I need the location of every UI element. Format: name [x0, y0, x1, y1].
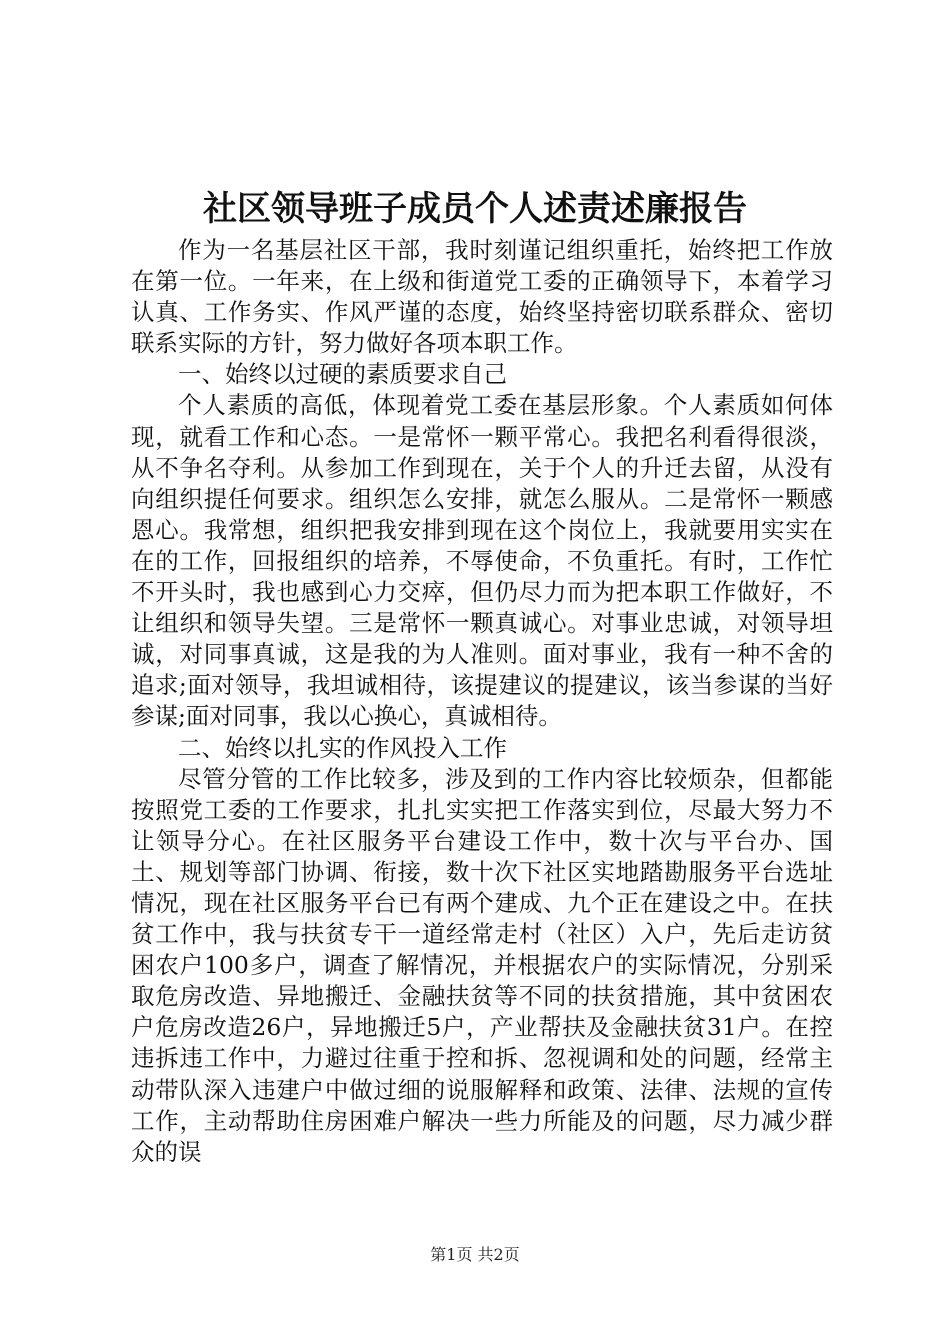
document-title: 社区领导班子成员个人述责述廉报告: [203, 189, 747, 229]
paragraph-section-2: 尽管分管的工作比较多，涉及到的工作内容比较烦杂，但都能按照党工委的工作要求，扎扎实实把工作落实到位，尽最大努力不让领导分心。在社区服务平台建设工作中，数十次与平台办、国土、规划等部门协调、衔接，数十次下社区实地踏勘服务平台选址情况，现在社区服务平台已有两个建成、九个正在建设之中。在扶贫工作中，我与扶贫专干一道经常走村（社区）入户，先后走访贫困农户100多户，调查了解情况，并根据农户的实际情况，分别采取危房改造、异地搬迁、金融扶贫等不同的扶贫措施，其中贫困农户危房改造26户，异地搬迁5户，产业帮扶及金融扶贫31户。在控违拆违工作中，力避过往重于控和拆、忽视调和处的问题，经常主动带队深入违建户中做过细的说服解释和政策、法律、法规的宣传工作，主动帮助住房困难户解决一些力所能及的问题，尽力减少群众的误: [131, 764, 833, 1166]
paragraph-section-1: 个人素质的高低，体现着党工委在基层形象。个人素质如何体现，就看工作和心态。一是常怀一颗平常心。我把名利看得很淡，从不争名夺利。从参加工作到现在，关于个人的升迁去留，从没有向组织提任何要求。组织怎么安排，就怎么服从。二是常怀一颗感恩心。我常想，组织把我安排到现在这个岗位上，我就要用实实在在的工作，回报组织的培养，不辱使命，不负重托。有时，工作忙不开头时，我也感到心力交瘁，但仍尽力而为把本职工作做好，不让组织和领导失望。三是常怀一颗真诚心。对事业忠诚，对领导坦诚，对同事真诚，这是我的为人准则。面对事业，我有一种不舍的追求;面对领导，我坦诚相待，该提建议的提建议，该当参谋的当好参谋;面对同事，我以心换心，真诚相待。: [131, 391, 833, 731]
page-footer: 第1页 共2页: [430, 1245, 520, 1264]
section-heading-2: 二、始终以扎实的作风投入工作: [178, 733, 507, 762]
document-body: [131, 235, 833, 1168]
paragraph-intro: 作为一名基层社区干部，我时刻谨记组织重托，始终把工作放在第一位。一年来，在上级和街道党工委的正确领导下，本着学习认真、工作务实、作风严谨的态度，始终坚持密切联系群众、密切联系实际的方针，努力做好各项本职工作。: [131, 236, 833, 358]
section-heading-1: 一、始终以过硬的素质要求自己: [178, 360, 507, 389]
